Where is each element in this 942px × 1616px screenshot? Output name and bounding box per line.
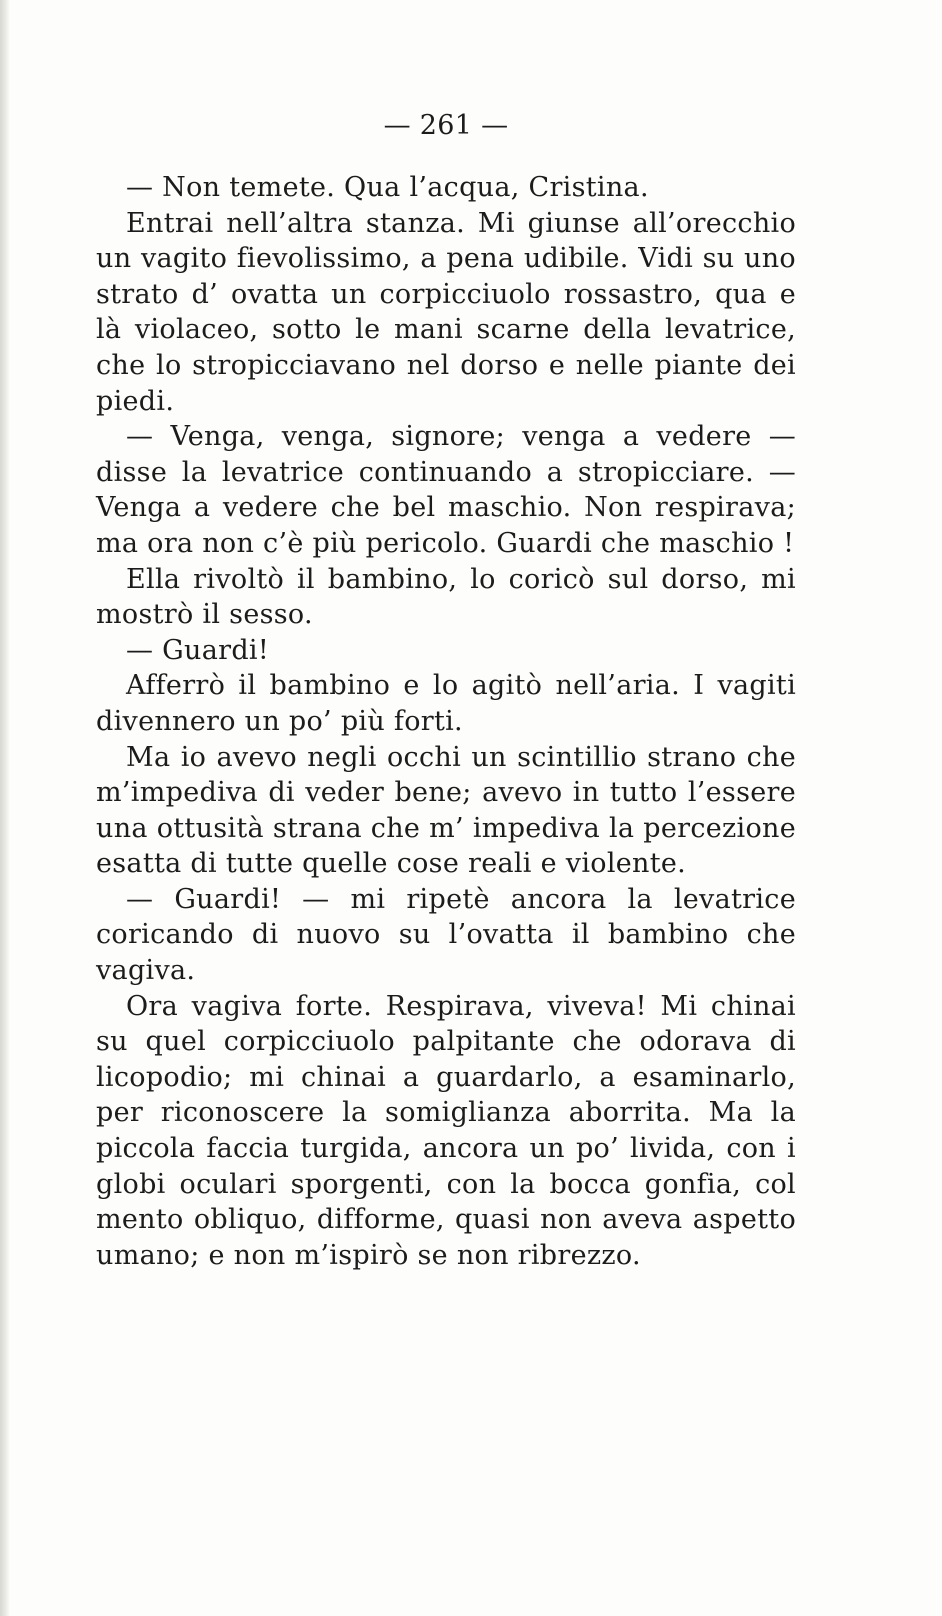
paragraph-8: — Guardi! — mi ripetè ancora la levatrice coricando di nuovo su l’ovatta il bambino che vagiva. (96, 883, 796, 987)
paragraph-2: Entrai nell’altra stanza. Mi giunse all’orecchio un vagito fievolissimo, a pena udibile. Vidi su uno strato d’ ovatta un corpicciuolo rossastro, qua e là violaceo, sotto le mani scarne della levatrice, che lo stropicciavano nel dorso e nelle piante dei piedi. (96, 207, 796, 417)
page-number: — 261 — (383, 110, 509, 141)
paragraph-4: Ella rivoltò il bambino, lo coricò sul dorso, mi mostrò il sesso. (96, 563, 796, 631)
paragraph-6: Afferrò il bambino e lo agitò nell’aria. I vagiti divennero un po’ più forti. (96, 670, 796, 737)
paragraph-3: — Venga, venga, signore; venga a vedere — disse la levatrice continuando a stropicciare. — Venga a vedere che bel maschio. Non respirava; ma ora non c’è più pericolo. Guardi che maschio ! (96, 421, 796, 559)
paragraph-7: Ma io avevo negli occhi un scintillio strano che m’impediva di veder bene; avevo in tutto l’essere una ottusità strana che m’ impediva la percezione esatta di tutte quelle cose reali e violente. (96, 741, 796, 880)
paragraph-1: — Non temete. Qua l’acqua, Cristina. (126, 172, 649, 203)
page-text-block (96, 108, 796, 1273)
paragraph-5: — Guardi! (126, 634, 270, 666)
page-binding-edge (0, 0, 10, 1616)
paragraph-9: Ora vagiva forte. Respirava, viveva! Mi chinai su quel corpicciuolo palpitante che odorava di licopodio; mi chinai a guardarlo, a esaminarlo, per riconoscere la somiglianza aborrita. Ma la piccola faccia turgida, ancora un po’ livida, con i globi oculari sporgenti, con la bocca gonfia, col mento obliquo, difforme, quasi non aveva aspetto umano; e non m’ispirò se non ribrezzo. (96, 990, 796, 1271)
